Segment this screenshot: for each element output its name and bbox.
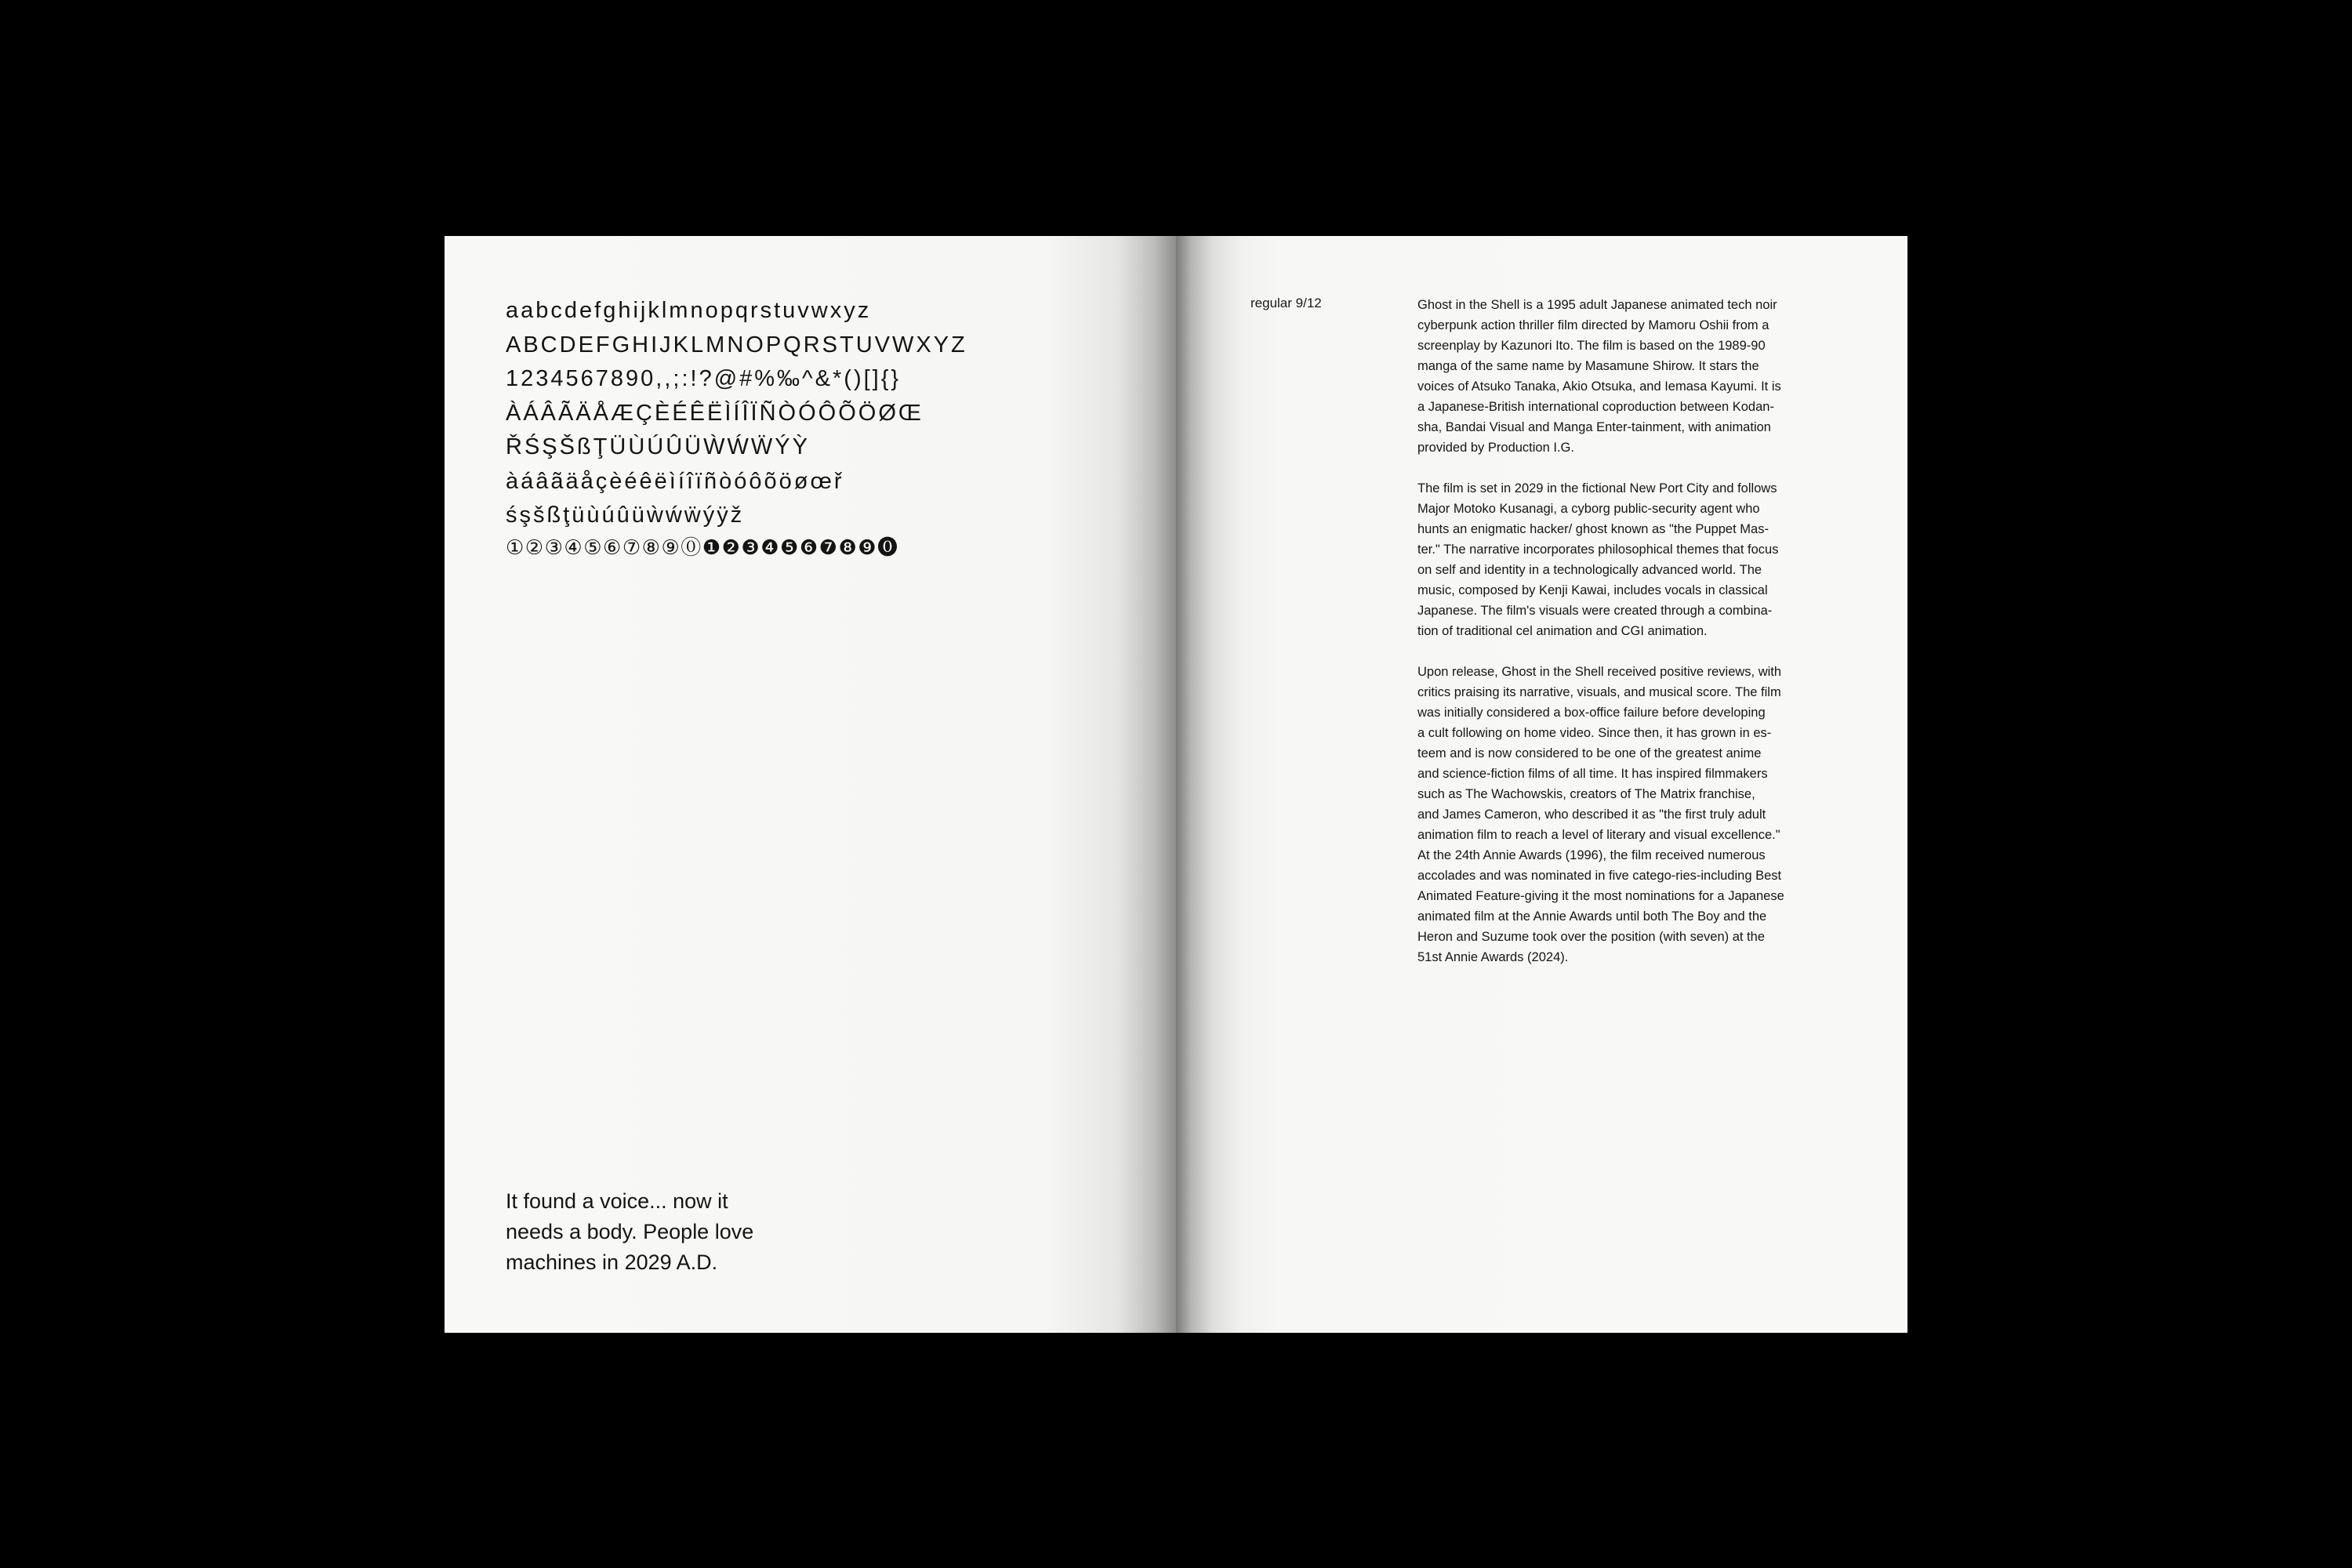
tagline-line: It found a voice... now it (506, 1189, 728, 1213)
specimen-row-accented-lowercase-2: śşšßţüùúûüẁẃẅýÿž (506, 503, 745, 528)
specimen-row-accented-lowercase-1: àáâãäåçèéêëìíîïñòóôõöøœř (506, 468, 844, 494)
text-line: music, composed by Kenji Kawai, includes vocals in classical (1417, 583, 1768, 597)
text-line: animated film at the Annie Awards until both The Boy and the (1417, 909, 1767, 924)
text-line: such as The Wachowskis, creators of The Matrix franchise, (1417, 787, 1755, 801)
character-specimen (506, 294, 967, 533)
specimen-row-uppercase: ABCDEFGHIJKLMNOPQRSTUVWXYZ (506, 332, 967, 358)
body-text (1417, 295, 1872, 988)
text-line: 51st Annie Awards (2024). (1417, 950, 1569, 964)
text-line: screenplay by Kazunori Ito. The film is based on the 1989-90 (1417, 339, 1766, 353)
left-page (445, 236, 1176, 1333)
text-line: At the 24th Annie Awards (1996), the film received numerous (1417, 848, 1766, 862)
text-line: cyberpunk action thriller film directed by Mamoru Oshii from a (1417, 318, 1769, 332)
book-spread (445, 236, 1907, 1333)
specimen-row-circled-numerals: ①②③④⑤⑥⑦⑧⑨⓪❶❷❸❹❺❻❼❽❾⓿ (506, 536, 899, 560)
text-line: Heron and Suzume took over the position (with seven) at the (1417, 930, 1765, 944)
tagline-line: needs a body. People love (506, 1220, 754, 1243)
tagline-line: machines in 2029 A.D. (506, 1250, 718, 1274)
specimen-row-figures-punctuation: 1234567890,,;:!?@#%‰^&*()[]{} (506, 366, 902, 391)
text-line: voices of Atsuko Tanaka, Akio Otsuka, and Iemasa Kayumi. It is (1417, 379, 1781, 394)
text-line: manga of the same name by Masamune Shirow. It stars the (1417, 359, 1759, 373)
text-line: Ghost in the Shell is a 1995 adult Japanese animated tech noir (1417, 298, 1777, 312)
text-line: ter." The narrative incorporates philosophical themes that focus (1417, 543, 1779, 557)
text-line: and James Cameron, who described it as "the first truly adult (1417, 808, 1766, 822)
text-line: hunts an enigmatic hacker/ ghost known as "the Puppet Mas- (1417, 522, 1769, 536)
text-line: a Japanese-British international coproduction between Kodan- (1417, 400, 1774, 414)
text-line: animation film to reach a level of literary and visual excellence." (1417, 828, 1780, 842)
text-line: sha, Bandai Visual and Manga Enter-tainment, with animation (1417, 420, 1771, 434)
text-line: provided by Production I.G. (1417, 441, 1574, 455)
specimen-row-accented-uppercase-2: ŘŚŞŠßŢÜÙÚÛÜẀẂẄÝỲ (506, 434, 810, 459)
text-line: was initially considered a box-office failure before developing (1417, 706, 1766, 720)
text-line: Upon release, Ghost in the Shell received positive reviews, with (1417, 665, 1782, 679)
type-style-label: regular 9/12 (1250, 296, 1322, 310)
paragraph-3 (1417, 662, 1872, 967)
tagline (506, 1186, 819, 1278)
paragraph-1 (1417, 295, 1872, 458)
text-line: The film is set in 2029 in the fictional New Port City and follows (1417, 481, 1777, 495)
text-line: critics praising its narrative, visuals, and musical score. The film (1417, 685, 1781, 699)
text-line: tion of traditional cel animation and CGI animation. (1417, 624, 1708, 638)
specimen-row-accented-uppercase-1: ÀÁÂÃÄÅÆÇÈÉÊËÌÍÎÏÑÒÓÔÕÖØŒ (506, 400, 924, 426)
paragraph-2 (1417, 478, 1872, 641)
text-line: on self and identity in a technologically advanced world. The (1417, 563, 1762, 577)
text-line: accolades and was nominated in five catego-ries-including Best (1417, 869, 1782, 883)
text-line: a cult following on home video. Since then, it has grown in es- (1417, 726, 1772, 740)
text-line: Major Motoko Kusanagi, a cyborg public-security agent who (1417, 502, 1760, 516)
text-line: teem and is now considered to be one of the greatest anime (1417, 746, 1762, 760)
text-line: and science-fiction films of all time. It has inspired filmmakers (1417, 767, 1768, 781)
right-page (1176, 236, 1907, 1333)
specimen-row-lowercase: aabcdefghijklmnopqrstuvwxyz (506, 298, 872, 323)
text-line: Animated Feature-giving it the most nominations for a Japanese (1417, 889, 1784, 903)
text-line: Japanese. The film's visuals were created through a combina- (1417, 604, 1773, 618)
